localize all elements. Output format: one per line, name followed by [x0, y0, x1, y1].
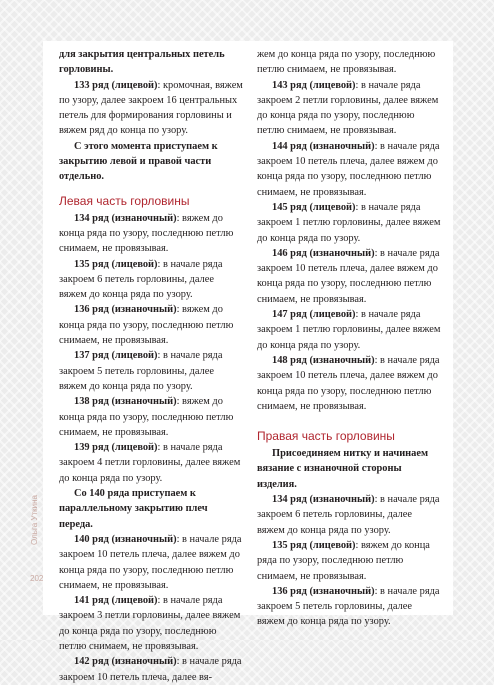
- page-number: 202: [30, 574, 44, 583]
- row-instruction: : в начале ряда закроем 10 петель плеча, далее вяжем до конца ряда по узору, последнюю петлю снимаем, не провязывая.: [257, 354, 440, 412]
- section-heading-left-neckline: Левая часть горловины: [59, 193, 190, 208]
- row-label: 142 ряд (изнаночный): [74, 656, 177, 668]
- bold-statement: Присоединяем нитку и начинаем вязание с изнаночной стороны изделия.: [257, 448, 429, 490]
- paragraph: [59, 302, 244, 348]
- row-instruction: : в начале ряда закроем 2 петли горловины, далее вяжем до конца ряда по узору, последнюю петлю снимаем, не провязывая.: [257, 79, 439, 137]
- row-label: 136 ряд (изнаночный): [272, 585, 375, 597]
- paragraph: [59, 486, 244, 532]
- row-instruction: : вяжем до конца ряда по узору, последнюю петлю снимаем, не провязывая.: [59, 212, 234, 255]
- row-instruction: : в начале ряда закроем 1 петлю горловины, далее вяжем до конца ряда по узору.: [257, 309, 441, 351]
- row-label: 133 ряд (лицевой): [74, 79, 158, 91]
- row-label: 135 ряд (лицевой): [74, 258, 158, 270]
- row-instruction: : в начале ряда закроем 4 петли горловины, далее вяжем до конца ряда по узору.: [59, 442, 241, 484]
- row-label: 145 ряд (лицевой): [272, 201, 356, 213]
- row-instruction: : вяжем до конца ряда по узору, последнюю петлю снимаем, не провязывая.: [257, 539, 430, 582]
- bold-statement: для закрытия центральных петель горловины.: [59, 49, 225, 76]
- section-heading-right-neckline: Правая часть горловины: [257, 429, 395, 444]
- row-instruction: : в начале ряда закроем 5 петель горловины, далее вяжем до конца ряда по узору.: [257, 585, 440, 628]
- paragraph: [257, 307, 442, 353]
- row-label: 136 ряд (изнаночный): [74, 304, 177, 316]
- row-label: 140 ряд (изнаночный): [74, 533, 177, 545]
- paragraph: [257, 353, 442, 414]
- page: [43, 41, 453, 683]
- row-instruction: : в начале ряда закроем 1 петлю горловины, далее вяжем до конца ряда по узору.: [257, 201, 441, 244]
- left-column: [59, 47, 244, 685]
- paragraph: [257, 446, 442, 492]
- paragraph: [59, 257, 244, 303]
- row-label: 147 ряд (лицевой): [272, 309, 356, 321]
- right-paragraphs-bottom: [257, 446, 442, 630]
- row-instruction: : вяжем до конца ряда по узору, последнюю петлю снимаем, не провязывая.: [59, 396, 234, 438]
- row-label: 137 ряд (лицевой): [74, 350, 158, 362]
- paragraph: [59, 139, 244, 185]
- paragraph: [59, 654, 244, 685]
- paragraph: [257, 584, 442, 630]
- left-paragraphs-top: [59, 47, 244, 185]
- row-label: 134 ряд (изнаночный): [74, 212, 177, 224]
- row-instruction: : в начале ряда закроем 6 петель горловины, далее вяжем до конца ряда по узору.: [257, 494, 440, 536]
- row-instruction: : кромочная, вяжем по узору, далее закроем 16 центральных петель для формирования горловины и вяжем ряд до конца по узору.: [59, 79, 243, 137]
- row-instruction: : вяжем до конца ряда по узору, последнюю петлю снимаем, не провязывая.: [59, 304, 234, 347]
- row-instruction: : в начале ряда закроем 3 петли горловины, далее вяжем до конца ряда по узору, последнюю петлю снимаем, не провязывая.: [59, 595, 241, 652]
- row-label: 134 ряд (изнаночный): [272, 494, 375, 506]
- paragraph: [257, 492, 442, 538]
- row-instruction: жем до конца ряда по узору, последнюю петлю снимаем, не провязывая.: [257, 49, 436, 76]
- row-label: 139 ряд (лицевой): [74, 442, 158, 454]
- row-label: 135 ряд (лицевой): [272, 539, 356, 551]
- paragraph: [257, 78, 442, 139]
- paragraph: [257, 139, 442, 200]
- row-label: 144 ряд (изнаночный): [272, 140, 375, 152]
- paragraph: [257, 200, 442, 246]
- paragraph: [59, 78, 244, 139]
- row-instruction: : в начале ряда закроем 10 петель плеча, далее вяжем до конца ряда по узору, последнюю петлю снимаем, не провязывая.: [257, 247, 440, 305]
- paragraph: [257, 538, 442, 584]
- row-instruction: : в начале ряда закроем 10 петель плеча, далее вя-: [59, 656, 242, 683]
- right-column: [257, 47, 442, 630]
- row-instruction: : в начале ряда закроем 10 петель плеча, далее вяжем до конца ряда по узору, последнюю петлю снимаем, не провязывая.: [59, 533, 242, 591]
- paragraph: [59, 394, 244, 440]
- row-instruction: : в начале ряда закроем 6 петель горловины, далее вяжем до конца ряда по узору.: [59, 258, 223, 301]
- row-label: 148 ряд (изнаночный): [272, 354, 375, 366]
- row-label: 141 ряд (лицевой): [74, 595, 158, 607]
- right-paragraphs-top: [257, 47, 442, 414]
- row-instruction: : в начале ряда закроем 10 петель плеча, далее вяжем до конца ряда по узору, последнюю петлю снимаем, не провязывая.: [257, 140, 440, 198]
- bold-statement: Со 140 ряда приступаем к параллельному закрытию плеч переда.: [59, 488, 208, 530]
- bold-statement: С этого момента приступаем к закрытию левой и правой части отдельно.: [59, 140, 218, 183]
- row-label: 146 ряд (изнаночный): [272, 247, 375, 259]
- paragraph: [59, 47, 244, 78]
- paragraph: [59, 532, 244, 593]
- row-instruction: : в начале ряда закроем 5 петель горловины, далее вяжем до конца ряда по узору.: [59, 350, 223, 392]
- paragraph: [59, 211, 244, 257]
- paragraph: [59, 440, 244, 486]
- row-label: 143 ряд (лицевой): [272, 79, 356, 91]
- paragraph: [59, 348, 244, 394]
- row-label: 138 ряд (изнаночный): [74, 396, 177, 408]
- paragraph: [257, 246, 442, 307]
- left-paragraphs-bottom: [59, 211, 244, 685]
- paragraph: [59, 593, 244, 654]
- paragraph: [257, 47, 442, 78]
- author-credit: Ольга Уткина: [30, 495, 39, 545]
